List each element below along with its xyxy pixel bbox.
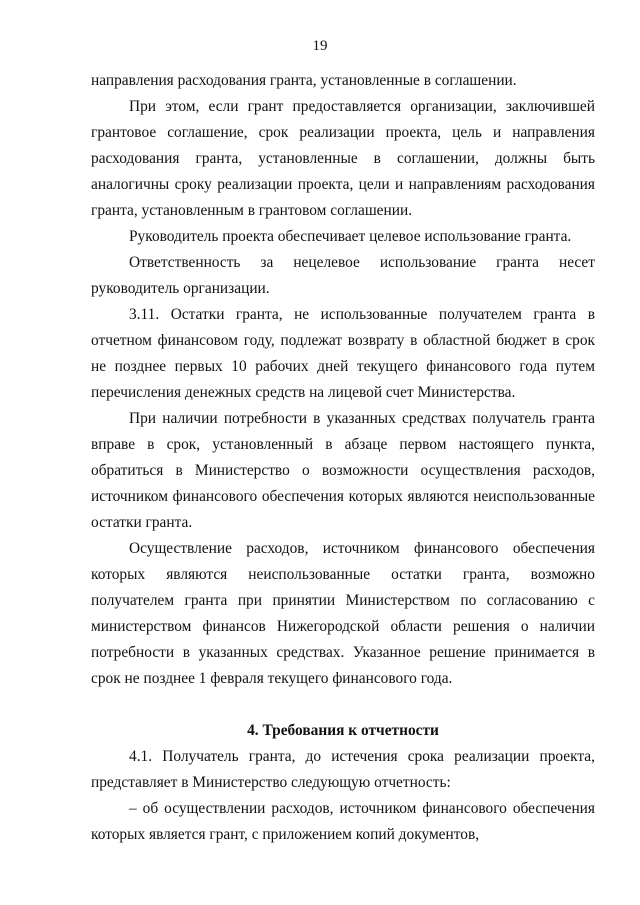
section-heading-reporting: 4. Требования к отчетности	[247, 722, 439, 739]
paragraph-project-manager: Руководитель проекта обеспечивает целевое использование гранта.	[129, 228, 572, 245]
paragraph-4-1: 4.1. Получатель гранта, до истечения срока реализации проекта, представляет в Министерство следующую отчетность:	[91, 748, 595, 791]
document-body	[91, 68, 595, 848]
paragraph-grant-organization: При этом, если грант предоставляется организации, заключившей грантовое соглашение, срок реализации проекта, цель и направления расходования гранта, установленные в соглашении, должны быть аналогичны сроку реализации проекта, цели и направлениям расходования гранта, установленным в грантовом соглашении.	[91, 98, 595, 219]
list-item-expenses-report: – об осуществлении расходов, источником финансового обеспечения которых является грант, с приложением копий документов,	[91, 800, 595, 843]
paragraph-need-of-funds: При наличии потребности в указанных средствах получатель гранта вправе в срок, установленный в абзаце первом настоящего пункта, обратиться в Министерство о возможности осуществления расходов, источником финансового обеспечения которых являются неиспользованные остатки гранта.	[91, 410, 595, 531]
paragraph-expenses-implementation: Осуществление расходов, источником финансового обеспечения которых являются неиспользованные остатки гранта, возможно получателем гранта при принятии Министерством по согласованию с министерством финансов Нижегородской области решения о наличии потребности в указанных средствах. Указанное решение принимается в срок не позднее 1 февраля текущего финансового года.	[91, 540, 595, 687]
page-number: 19	[312, 38, 328, 54]
section-spacer	[91, 692, 595, 718]
paragraph-responsibility: Ответственность за нецелевое использование гранта несет руководитель организации.	[91, 254, 595, 297]
paragraph-continuation: направления расходования гранта, установленные в соглашении.	[91, 72, 517, 89]
paragraph-3-11: 3.11. Остатки гранта, не использованные получателем гранта в отчетном финансовом году, подлежат возврату в областной бюджет в срок не позднее первых 10 рабочих дней текущего финансового года путем перечисления денежных средств на лицевой счет Министерства.	[91, 306, 595, 401]
